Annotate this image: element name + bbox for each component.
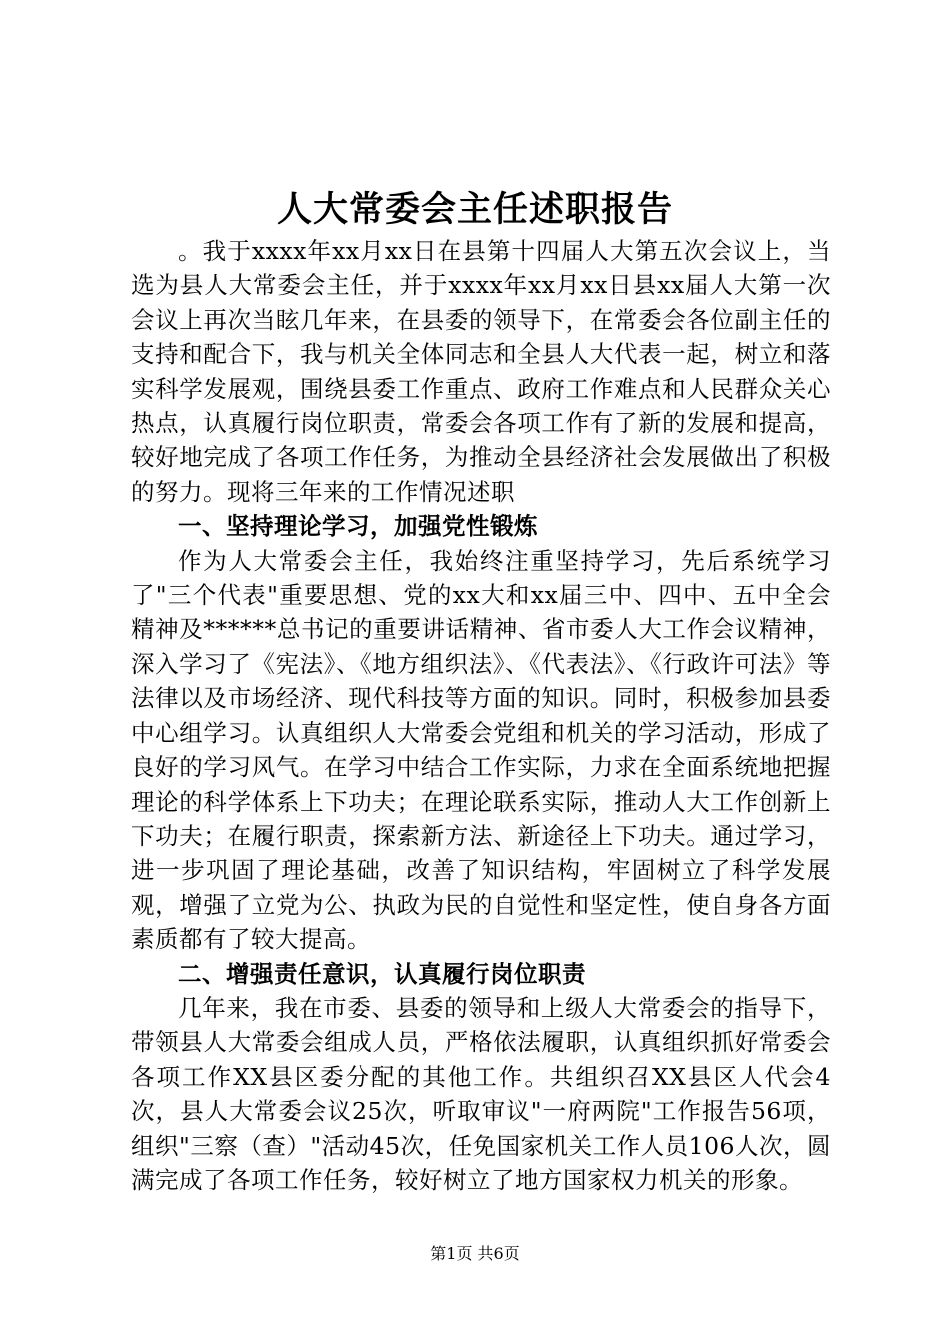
document-title: 人大常委会主任述职报告 — [276, 189, 673, 230]
section-2-paragraph: 几年来，我在市委、县委的领导和上级人大常委会的指导下，带领县人大常委会组成人员，严格依法履职，认真组织抓好常委会各项工作XX县区委分配的其他工作。共组织召XX县区人代会4次，县人大常委会议25次，听取审议"一府两院"工作报告56项，组织"三察（查）"活动45次，任免国家机关工作人员106人次，圆满完成了各项工作任务，较好树立了地方国家权力机关的形象。 — [131, 993, 831, 1194]
section-2-heading: 二、增强责任意识，认真履行岗位职责 — [178, 959, 586, 988]
intro-paragraph: 。我于xxxx年xx月xx日在县第十四届人大第五次会议上，当选为县人大常委会主任，并于xxxx年xx月xx日县xx届人大第一次会议上再次当眩几年来，在县委的领导下，在常委会各位副主任的支持和配合下，我与机关全体同志和全县人大代表一起，树立和落实科学发展观，围绕县委工作重点、政府工作难点和人民群众关心热点，认真履行岗位职责，常委会各项工作有了新的发展和提高，较好地完成了各项工作任务，为推动全县经济社会发展做出了积极的努力。现将三年来的工作情况述职 — [131, 237, 831, 506]
section-1-paragraph: 作为人大常委会主任，我始终注重坚持学习，先后系统学习了"三个代表"重要思想、党的xx大和xx届三中、四中、五中全会精神及******总书记的重要讲话精神、省市委人大工作会议精神，深入学习了《宪法》、《地方组织法》、《代表法》、《行政许可法》等法律以及市场经济、现代科技等方面的知识。同时，积极参加县委中心组学习。认真组织人大常委会党组和机关的学习活动，形成了良好的学习风气。在学习中结合工作实际，力求在全面系统地把握理论的科学体系上下功夫；在理论联系实际，推动人大工作创新上下功夫；在履行职责，探索新方法、新途径上下功夫。通过学习，进一步巩固了理论基础，改善了知识结构，牢固树立了科学发展观，增强了立党为公、执政为民的自觉性和坚定性，使自身各方面素质都有了较大提高。 — [131, 546, 831, 954]
section-1-heading: 一、坚持理论学习，加强党性锻炼 — [178, 512, 538, 541]
page-number-footer: 第1页 共6页 — [430, 1244, 520, 1263]
document-body — [131, 234, 831, 1197]
